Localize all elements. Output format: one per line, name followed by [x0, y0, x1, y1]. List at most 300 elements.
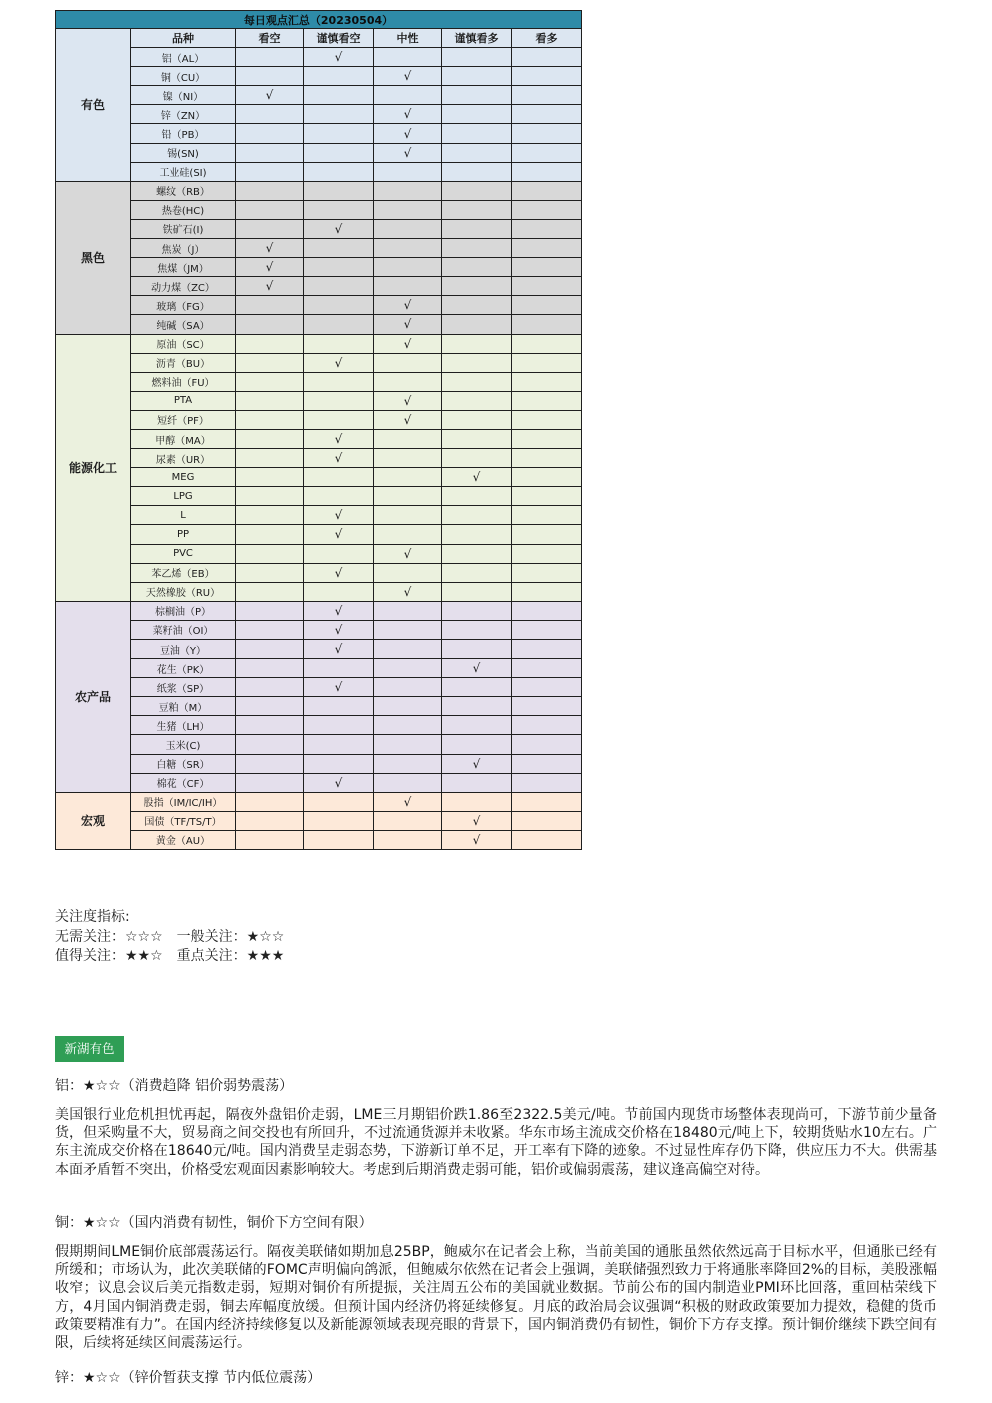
view-cell: [236, 200, 304, 219]
view-cell: [512, 525, 582, 544]
view-cell: [442, 563, 512, 582]
table-row: [56, 48, 582, 67]
view-cell: [236, 563, 304, 582]
commodity-name: 白糖（SR）: [131, 754, 236, 773]
table-row: [56, 315, 582, 334]
commodity-name: MEG: [131, 468, 236, 487]
commodity-name: 甲醇（MA）: [131, 429, 236, 448]
view-cell: [442, 487, 512, 506]
view-cell: [442, 601, 512, 620]
view-cell: [304, 258, 374, 277]
check-icon: √: [403, 412, 412, 427]
view-cell: [512, 181, 582, 200]
view-cell: [374, 716, 442, 735]
view-cell: [304, 601, 374, 620]
view-cell: [442, 86, 512, 105]
table-row: [56, 105, 582, 124]
view-cell: [236, 487, 304, 506]
check-icon: √: [334, 508, 343, 523]
view-cell: [374, 124, 442, 143]
check-icon: √: [334, 432, 343, 447]
view-cell: [304, 105, 374, 124]
legend-row: [55, 928, 284, 948]
view-cell: [512, 372, 582, 391]
view-cell: [304, 162, 374, 181]
view-cell: [512, 86, 582, 105]
view-cell: [442, 525, 512, 544]
table-row: [56, 640, 582, 659]
view-cell: [442, 258, 512, 277]
view-cell: [512, 296, 582, 315]
commodity-name: 短纤（PF）: [131, 410, 236, 429]
table-row: [56, 219, 582, 238]
section-badge: 新湖有色: [55, 1036, 124, 1062]
check-icon: √: [403, 794, 412, 809]
view-cell: [374, 468, 442, 487]
check-icon: √: [334, 355, 343, 370]
check-icon: √: [334, 565, 343, 580]
commodity-name: 棉花（CF）: [131, 773, 236, 792]
commodity-name: 尿素（UR）: [131, 449, 236, 468]
legend-label: 一般关注：: [176, 928, 247, 945]
view-cell: [374, 754, 442, 773]
commodity-name: 棕榈油（P）: [131, 601, 236, 620]
view-cell: [236, 391, 304, 410]
view-cell: [442, 735, 512, 754]
view-cell: [304, 620, 374, 639]
view-cell: [512, 468, 582, 487]
check-icon: √: [472, 813, 481, 828]
view-cell: [442, 67, 512, 86]
view-cell: [442, 315, 512, 334]
view-cell: [304, 506, 374, 525]
view-cell: [512, 67, 582, 86]
view-cell: [512, 258, 582, 277]
view-cell: [236, 659, 304, 678]
view-cell: [304, 143, 374, 162]
column-header: 看空: [236, 29, 304, 48]
check-icon: √: [472, 470, 481, 485]
view-cell: [374, 48, 442, 67]
view-cell: [442, 544, 512, 563]
view-cell: [442, 468, 512, 487]
view-cell: [442, 659, 512, 678]
table-row: [56, 659, 582, 678]
view-cell: [374, 334, 442, 353]
view-cell: [512, 830, 582, 849]
view-cell: [236, 792, 304, 811]
table-row: [56, 716, 582, 735]
column-header: 看多: [512, 29, 582, 48]
view-cell: [304, 640, 374, 659]
view-cell: [236, 48, 304, 67]
view-cell: [236, 582, 304, 601]
table-row: [56, 143, 582, 162]
view-cell: [512, 449, 582, 468]
view-cell: [236, 811, 304, 830]
category-label: 能源化工: [56, 334, 131, 601]
table-row: [56, 67, 582, 86]
view-cell: [512, 678, 582, 697]
commodity-name: 焦炭（J）: [131, 239, 236, 258]
view-cell: [374, 67, 442, 86]
view-cell: [236, 735, 304, 754]
commodity-name: 铜（CU）: [131, 67, 236, 86]
table-row: [56, 181, 582, 200]
view-cell: [304, 716, 374, 735]
view-cell: [374, 563, 442, 582]
view-cell: [442, 830, 512, 849]
view-cell: [512, 640, 582, 659]
aluminum-commentary: 美国银行业危机担忧再起，隔夜外盘铝价走弱，LME三月期铝价跌1.86至2322.5美元/吨。节前国内现货市场整体表现尚可，下游节前少量备货，但采购量不大，贸易商之间交投也有所回升，不过流通货源并未收紧。华东市场主流成交价格在18480元/吨上下，较期货贴水10左右。广东主流成交价格在18640元/吨。国内消费呈走弱态势，下游新订单不足，开工率有下降的迹象。不过显性库存仍下降，供应压力不大。供需基本面矛盾暂不突出，价格受宏观面因素影响较大。考虑到后期消费走弱可能，铝价或偏弱震荡，建议逢高偏空对待。: [55, 1107, 937, 1178]
view-cell: [236, 258, 304, 277]
commodity-name: 玉米(C): [131, 735, 236, 754]
commodity-name: 原油（SC）: [131, 334, 236, 353]
commodity-name: 镍（NI）: [131, 86, 236, 105]
view-cell: [442, 200, 512, 219]
view-cell: [374, 449, 442, 468]
view-cell: [374, 277, 442, 296]
view-cell: [374, 640, 442, 659]
check-icon: √: [334, 603, 343, 618]
view-cell: [304, 277, 374, 296]
view-cell: [374, 353, 442, 372]
view-cell: [374, 181, 442, 200]
legend-stars: ★☆☆: [246, 928, 285, 945]
view-cell: [236, 162, 304, 181]
commodity-name: 焦煤（JM）: [131, 258, 236, 277]
view-cell: [236, 754, 304, 773]
table-row: [56, 372, 582, 391]
check-icon: √: [403, 393, 412, 408]
view-cell: [442, 429, 512, 448]
view-cell: [304, 792, 374, 811]
view-cell: [442, 754, 512, 773]
view-cell: [374, 200, 442, 219]
view-cell: [374, 162, 442, 181]
zinc-heading: 锌：★☆☆（锌价暂获支撑 节内低位震荡）: [55, 1370, 322, 1386]
view-cell: [374, 315, 442, 334]
view-cell: [304, 773, 374, 792]
table-row: [56, 162, 582, 181]
view-cell: [512, 200, 582, 219]
column-header: 谨慎看空: [304, 29, 374, 48]
view-cell: [304, 811, 374, 830]
view-cell: [304, 582, 374, 601]
view-cell: [374, 506, 442, 525]
view-cell: [304, 181, 374, 200]
commodity-name: L: [131, 506, 236, 525]
commodity-name: 铝（AL）: [131, 48, 236, 67]
check-icon: √: [334, 775, 343, 790]
column-header: 中性: [374, 29, 442, 48]
table-row: [56, 735, 582, 754]
view-cell: [236, 353, 304, 372]
view-cell: [442, 296, 512, 315]
view-cell: [442, 124, 512, 143]
commodity-name: 菜籽油（OI）: [131, 620, 236, 639]
commodity-name: 动力煤（ZC）: [131, 277, 236, 296]
table-row: [56, 353, 582, 372]
table-row: [56, 449, 582, 468]
commodity-name: LPG: [131, 487, 236, 506]
view-cell: [374, 830, 442, 849]
view-cell: [442, 239, 512, 258]
view-cell: [236, 105, 304, 124]
view-cell: [512, 391, 582, 410]
view-cell: [442, 334, 512, 353]
view-cell: [236, 468, 304, 487]
view-cell: [304, 296, 374, 315]
check-icon: √: [472, 661, 481, 676]
table-row: [56, 487, 582, 506]
check-icon: √: [403, 107, 412, 122]
view-cell: [304, 124, 374, 143]
view-cell: [374, 296, 442, 315]
view-cell: [512, 105, 582, 124]
category-label: 宏观: [56, 792, 131, 849]
view-cell: [512, 659, 582, 678]
commodity-name: 苯乙烯（EB）: [131, 563, 236, 582]
view-cell: [442, 372, 512, 391]
table-row: [56, 754, 582, 773]
view-cell: [512, 773, 582, 792]
check-icon: √: [334, 680, 343, 695]
legend-stars: ☆☆☆: [125, 928, 163, 945]
view-cell: [512, 124, 582, 143]
view-cell: [374, 391, 442, 410]
view-cell: [304, 67, 374, 86]
commodity-name: PTA: [131, 391, 236, 410]
view-cell: [512, 811, 582, 830]
view-cell: [374, 735, 442, 754]
check-icon: √: [403, 584, 412, 599]
view-cell: [236, 410, 304, 429]
view-cell: [304, 735, 374, 754]
view-cell: [236, 773, 304, 792]
legend-stars: ★★☆: [125, 948, 163, 964]
view-cell: [304, 830, 374, 849]
commodity-name: 沥青（BU）: [131, 353, 236, 372]
commodity-name: 铁矿石(I): [131, 219, 236, 238]
view-cell: [304, 487, 374, 506]
view-cell: [374, 410, 442, 429]
table-row: [56, 620, 582, 639]
view-cell: [304, 754, 374, 773]
table-title: 每日观点汇总（20230504）: [56, 11, 582, 29]
commodity-name: 国债（TF/TS/T）: [131, 811, 236, 830]
commodity-name: 热卷(HC): [131, 200, 236, 219]
view-cell: [236, 620, 304, 639]
legend-label: 无需关注：: [55, 928, 125, 945]
legend-row: [55, 947, 284, 967]
table-row: [56, 124, 582, 143]
check-icon: √: [472, 756, 481, 771]
commodity-name: 豆油（Y）: [131, 640, 236, 659]
view-cell: [512, 563, 582, 582]
view-cell: [442, 697, 512, 716]
table-title-row: [56, 11, 582, 29]
check-icon: √: [334, 451, 343, 466]
commodity-name: 生猪（LH）: [131, 716, 236, 735]
view-cell: [236, 334, 304, 353]
view-cell: [374, 429, 442, 448]
view-cell: [304, 544, 374, 563]
daily-view-table: [55, 10, 582, 850]
view-cell: [512, 48, 582, 67]
view-cell: [304, 563, 374, 582]
category-label: 农产品: [56, 601, 131, 792]
view-cell: [442, 640, 512, 659]
copper-heading: 铜：★☆☆（国内消费有韧性，铜价下方空间有限）: [55, 1215, 373, 1231]
check-icon: √: [403, 317, 412, 332]
view-cell: [236, 506, 304, 525]
table-row: [56, 544, 582, 563]
view-cell: [374, 86, 442, 105]
table-row: [56, 506, 582, 525]
view-cell: [304, 353, 374, 372]
view-cell: [512, 315, 582, 334]
check-icon: √: [403, 336, 412, 351]
view-cell: [236, 277, 304, 296]
view-cell: [304, 678, 374, 697]
view-cell: [442, 773, 512, 792]
view-cell: [304, 86, 374, 105]
view-cell: [374, 678, 442, 697]
check-icon: √: [265, 88, 274, 103]
view-cell: [512, 754, 582, 773]
table-row: [56, 773, 582, 792]
view-cell: [512, 429, 582, 448]
check-icon: √: [472, 832, 481, 847]
commodity-name: 纯碱（SA）: [131, 315, 236, 334]
view-cell: [512, 506, 582, 525]
view-cell: [304, 449, 374, 468]
view-cell: [442, 678, 512, 697]
commodity-name: 铅（PB）: [131, 124, 236, 143]
view-cell: [236, 296, 304, 315]
commodity-name: 锡(SN): [131, 143, 236, 162]
legend-stars: ★★★: [246, 948, 285, 964]
view-cell: [236, 143, 304, 162]
view-cell: [512, 716, 582, 735]
view-cell: [304, 525, 374, 544]
view-cell: [374, 258, 442, 277]
view-cell: [236, 181, 304, 200]
view-cell: [374, 105, 442, 124]
view-cell: [236, 525, 304, 544]
table-row: [56, 811, 582, 830]
view-cell: [304, 659, 374, 678]
view-cell: [512, 697, 582, 716]
commodity-name: 黄金（AU）: [131, 830, 236, 849]
view-cell: [442, 449, 512, 468]
view-cell: [304, 239, 374, 258]
view-cell: [442, 792, 512, 811]
view-cell: [236, 640, 304, 659]
view-cell: [374, 525, 442, 544]
view-cell: [304, 334, 374, 353]
check-icon: √: [334, 50, 343, 65]
commodity-name: PP: [131, 525, 236, 544]
view-cell: [442, 391, 512, 410]
view-cell: [236, 544, 304, 563]
view-cell: [304, 372, 374, 391]
check-icon: √: [334, 622, 343, 637]
column-header: 品种: [131, 29, 236, 48]
table-row: [56, 678, 582, 697]
table-row: [56, 391, 582, 410]
view-cell: [512, 792, 582, 811]
view-cell: [442, 277, 512, 296]
view-cell: [374, 773, 442, 792]
view-cell: [236, 830, 304, 849]
view-cell: [442, 620, 512, 639]
view-cell: [304, 468, 374, 487]
table-row: [56, 601, 582, 620]
table-row: [56, 239, 582, 258]
view-cell: [236, 86, 304, 105]
commodity-name: 天然橡胶（RU）: [131, 582, 236, 601]
view-cell: [512, 582, 582, 601]
check-icon: √: [265, 260, 274, 275]
view-cell: [512, 735, 582, 754]
view-cell: [512, 487, 582, 506]
view-cell: [512, 620, 582, 639]
view-cell: [236, 67, 304, 86]
view-cell: [236, 239, 304, 258]
commodity-name: 纸浆（SP）: [131, 678, 236, 697]
view-cell: [512, 601, 582, 620]
check-icon: √: [403, 126, 412, 141]
table-row: [56, 792, 582, 811]
view-cell: [374, 372, 442, 391]
view-cell: [512, 410, 582, 429]
view-cell: [442, 143, 512, 162]
legend-label: 重点关注：: [176, 948, 247, 964]
table-row: [56, 429, 582, 448]
table-row: [56, 697, 582, 716]
view-cell: [374, 620, 442, 639]
view-cell: [236, 372, 304, 391]
table-row: [56, 277, 582, 296]
view-cell: [374, 697, 442, 716]
view-cell: [304, 697, 374, 716]
view-cell: [304, 410, 374, 429]
table-row: [56, 525, 582, 544]
table-row: [56, 830, 582, 849]
view-cell: [442, 582, 512, 601]
commodity-name: 股指（IM/IC/IH）: [131, 792, 236, 811]
aluminum-heading: 铝：★☆☆（消费趋降 铝价弱势震荡）: [55, 1078, 294, 1094]
view-cell: [374, 792, 442, 811]
legend-label: 值得关注：: [55, 948, 125, 964]
view-cell: [236, 124, 304, 143]
table-row: [56, 86, 582, 105]
view-cell: [442, 219, 512, 238]
view-cell: [236, 429, 304, 448]
view-cell: [442, 811, 512, 830]
view-cell: [512, 162, 582, 181]
view-cell: [442, 181, 512, 200]
view-cell: [442, 353, 512, 372]
view-cell: [442, 162, 512, 181]
table-row: [56, 200, 582, 219]
check-icon: √: [403, 145, 412, 160]
view-cell: [512, 143, 582, 162]
view-cell: [236, 716, 304, 735]
view-cell: [236, 449, 304, 468]
